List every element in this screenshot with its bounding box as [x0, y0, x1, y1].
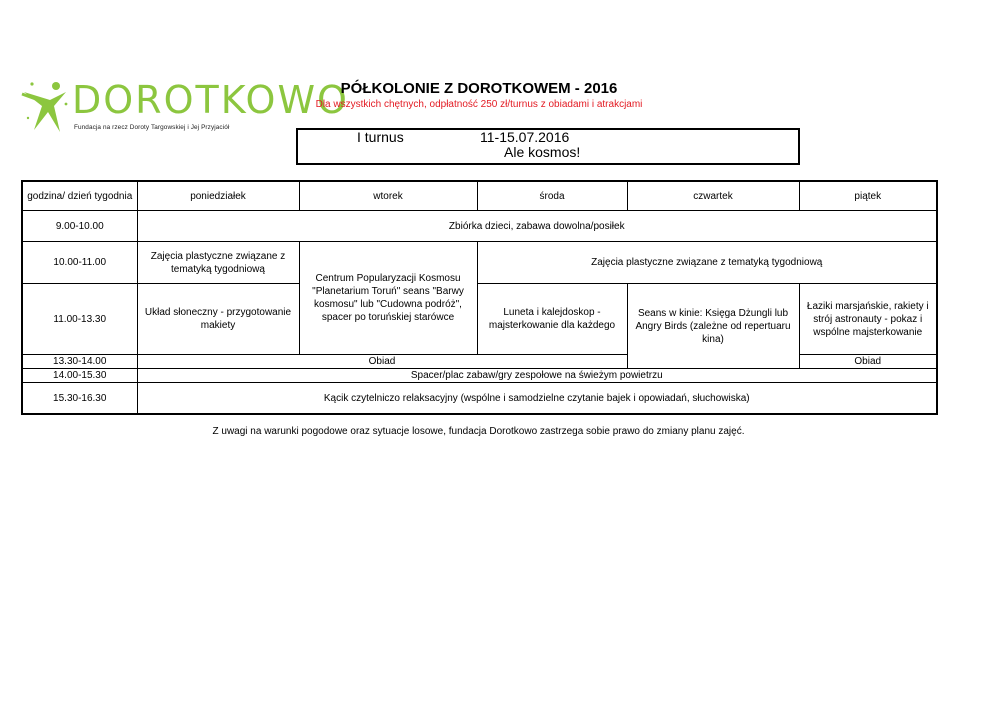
- schedule-table: [21, 180, 938, 415]
- activity-cell: Luneta i kalejdoskop - majsterkowanie dla każdego: [477, 284, 627, 355]
- turnus-dates: 11-15.07.2016: [480, 129, 570, 145]
- page-title: PÓŁKOLONIE Z DOROTKOWEM - 2016: [340, 80, 618, 97]
- table-row: [22, 355, 937, 369]
- time-cell: 13.30-14.00: [22, 355, 137, 369]
- table-row: [22, 211, 937, 242]
- activity-cell: Kącik czytelniczo relaksacyjny (wspólne i samodzielne czytanie bajek i opowiadań, słuchowiska): [137, 383, 937, 415]
- turnus-box: [296, 128, 800, 165]
- table-row: [22, 284, 937, 355]
- activity-cell-thursday-cinema: Seans w kinie: Księga Dżungli lub Angry Birds (zależne od repertuaru kina): [627, 284, 799, 369]
- activity-cell: Zajęcia plastyczne związane z tematyką tygodniową: [477, 242, 937, 284]
- activity-cell: Łaziki marsjańskie, rakiety i strój astronauty - pokaz i wspólne majsterkowanie: [799, 284, 937, 355]
- activity-cell-tuesday-trip: Centrum Popularyzacji Kosmosu "Planetarium Toruń" seans "Barwy kosmosu" lub "Cudowna podróż", spacer po toruńskiej starówce: [299, 242, 477, 355]
- activity-cell: Zajęcia plastyczne związane z tematyką tygodniową: [137, 242, 299, 284]
- time-cell: 14.00-15.30: [22, 369, 137, 383]
- footer-note: Z uwagi na warunki pogodowe oraz sytuacje losowe, fundacja Dorotkowo zastrzega sobie prawo do zmiany planu zajęć.: [212, 426, 745, 437]
- header-time: godzina/ dzień tygodnia: [22, 181, 137, 211]
- lunch-cell: Obiad: [137, 355, 627, 369]
- figure-logo-icon: [20, 78, 72, 136]
- turnus-name: I turnus: [357, 129, 404, 145]
- logo-tagline: Fundacja na rzecz Doroty Targowskiej i Jej Przyjaciół: [74, 124, 230, 131]
- header-day-friday: piątek: [799, 181, 937, 211]
- turnus-theme: Ale kosmos!: [504, 144, 581, 160]
- time-cell: 10.00-11.00: [22, 242, 137, 284]
- time-cell: 15.30-16.30: [22, 383, 137, 415]
- activity-cell: Zbiórka dzieci, zabawa dowolna/posiłek: [137, 211, 937, 242]
- header-day-wednesday: środa: [477, 181, 627, 211]
- logo-wordmark: DOROTKOWO: [72, 78, 349, 122]
- time-cell: 9.00-10.00: [22, 211, 137, 242]
- header-day-thursday: czwartek: [627, 181, 799, 211]
- header-day-monday: poniedziałek: [137, 181, 299, 211]
- page-subtitle: Dla wszystkich chętnych, odpłatność 250 zł/turnus z obiadami i atrakcjami: [315, 99, 643, 110]
- table-row: [22, 369, 937, 383]
- lunch-cell: Obiad: [799, 355, 937, 369]
- time-cell: 11.00-13.30: [22, 284, 137, 355]
- table-row: [22, 383, 937, 415]
- table-header-row: [22, 181, 937, 211]
- table-row: [22, 242, 937, 284]
- header-day-tuesday: wtorek: [299, 181, 477, 211]
- activity-cell: Spacer/plac zabaw/gry zespołowe na świeżym powietrzu: [137, 369, 937, 383]
- foundation-logo: [20, 72, 349, 144]
- activity-cell: Układ słoneczny - przygotowanie makiety: [137, 284, 299, 355]
